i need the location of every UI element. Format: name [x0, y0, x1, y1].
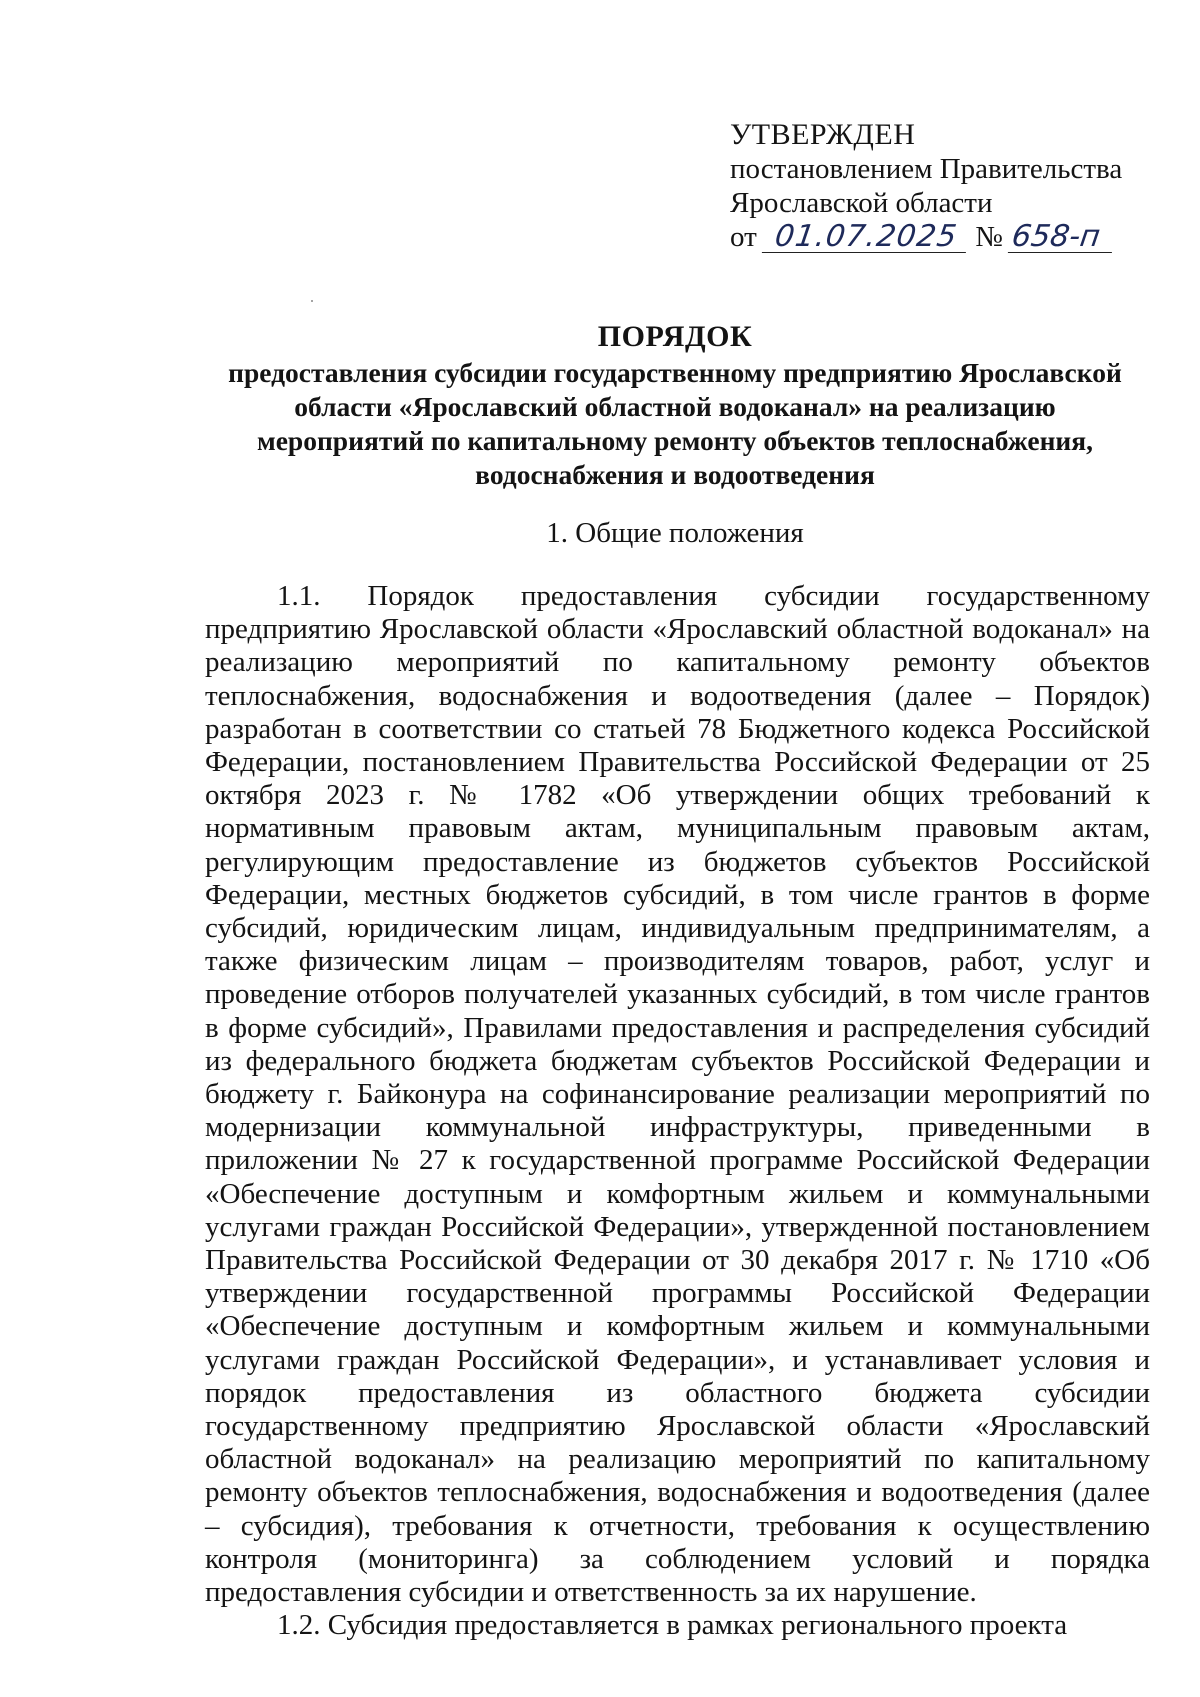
- paragraph-1-1: 1.1. Порядок предоставления субсидии государственному предприятию Ярославской области «Ярославский областной водоканал» на реализацию мероприятий по капитальному ремонту объектов теплоснабжения, водоснабжения и водоотведения (далее – Порядок) разработан в соответствии со статьей 78 Бюджетного кодекса Российской Федерации, постановлением Правительства Российской Федерации от 25 октября 2023 г. № 1782 «Об утверждении общих требований к нормативным правовым актам, муниципальным правовым актам, регулирующим предоставление из бюджетов субъектов Российской Федерации, местных бюджетов субсидий, в том числе грантов в форме субсидий, юридическим лицам, индивидуальным предпринимателям, а также физическим лицам – производителям товаров, работ, услуг и проведение отборов получателей указанных субсидий, в том числе грантов в форме субсидий», Правилами предоставления и распределения субсидий из федерального бюджета бюджетам субъектов Российской Федерации и бюджету г. Байконура на софинансирование реализации мероприятий по модернизации коммунальной инфраструктуры, приведенными в приложении № 27 к государственной программе Российской Федерации «Обеспечение доступным и комфортным жильем и коммунальными услугами граждан Российской Федерации», утвержденной постановлением Правительства Российской Федерации от 30 декабря 2017 г. № 1710 «Об утверждении государственной программы Российской Федерации «Обеспечение доступным и комфортным жильем и коммунальными услугами граждан Российской Федерации», и устанавливает условия и порядок предоставления из областного бюджета субсидии государственному предприятию Ярославской области «Ярославский областной водоканал» на реализацию мероприятий по капитальному ремонту объектов теплоснабжения, водоснабжения и водоотведения (далее – субсидия), требования к отчетности, требования к осуществлению контроля (мониторинга) за соблюдением условий и порядка предоставления субсидии и ответственность за их нарушение.: [205, 580, 1150, 1609]
- body-text: [205, 580, 1150, 1643]
- date-prefix: от: [730, 221, 757, 253]
- document-subtitle-line-1: предоставления субсидии государственному предприятию Ярославской: [228, 357, 1122, 388]
- number-prefix: №: [975, 221, 1003, 253]
- document-title-block: [205, 318, 1145, 492]
- handwritten-date: 01.07.2025: [762, 222, 970, 253]
- paragraph-1-2: 1.2. Субсидия предоставляется в рамках регионального проекта: [277, 1609, 1068, 1642]
- approval-date-line: [730, 220, 1150, 254]
- document-subtitle-line-2: области «Ярославский областной водоканал» на реализацию: [294, 391, 1056, 422]
- document-subtitle-line-4: водоснабжения и водоотведения: [475, 459, 875, 490]
- approval-stamp: УТВЕРЖДЕН: [730, 118, 916, 151]
- approval-block: [730, 118, 1150, 254]
- approval-line-2: Ярославской области: [730, 187, 993, 219]
- document-title: ПОРЯДОК: [597, 320, 753, 353]
- section-heading: 1. Общие положения: [546, 517, 804, 549]
- scan-speck: [311, 300, 313, 302]
- handwritten-number: 658-п: [1008, 222, 1116, 253]
- approval-line-1: постановлением Правительства: [730, 153, 1123, 185]
- document-subtitle-line-3: мероприятий по капитальному ремонту объектов теплоснабжения,: [256, 425, 1094, 456]
